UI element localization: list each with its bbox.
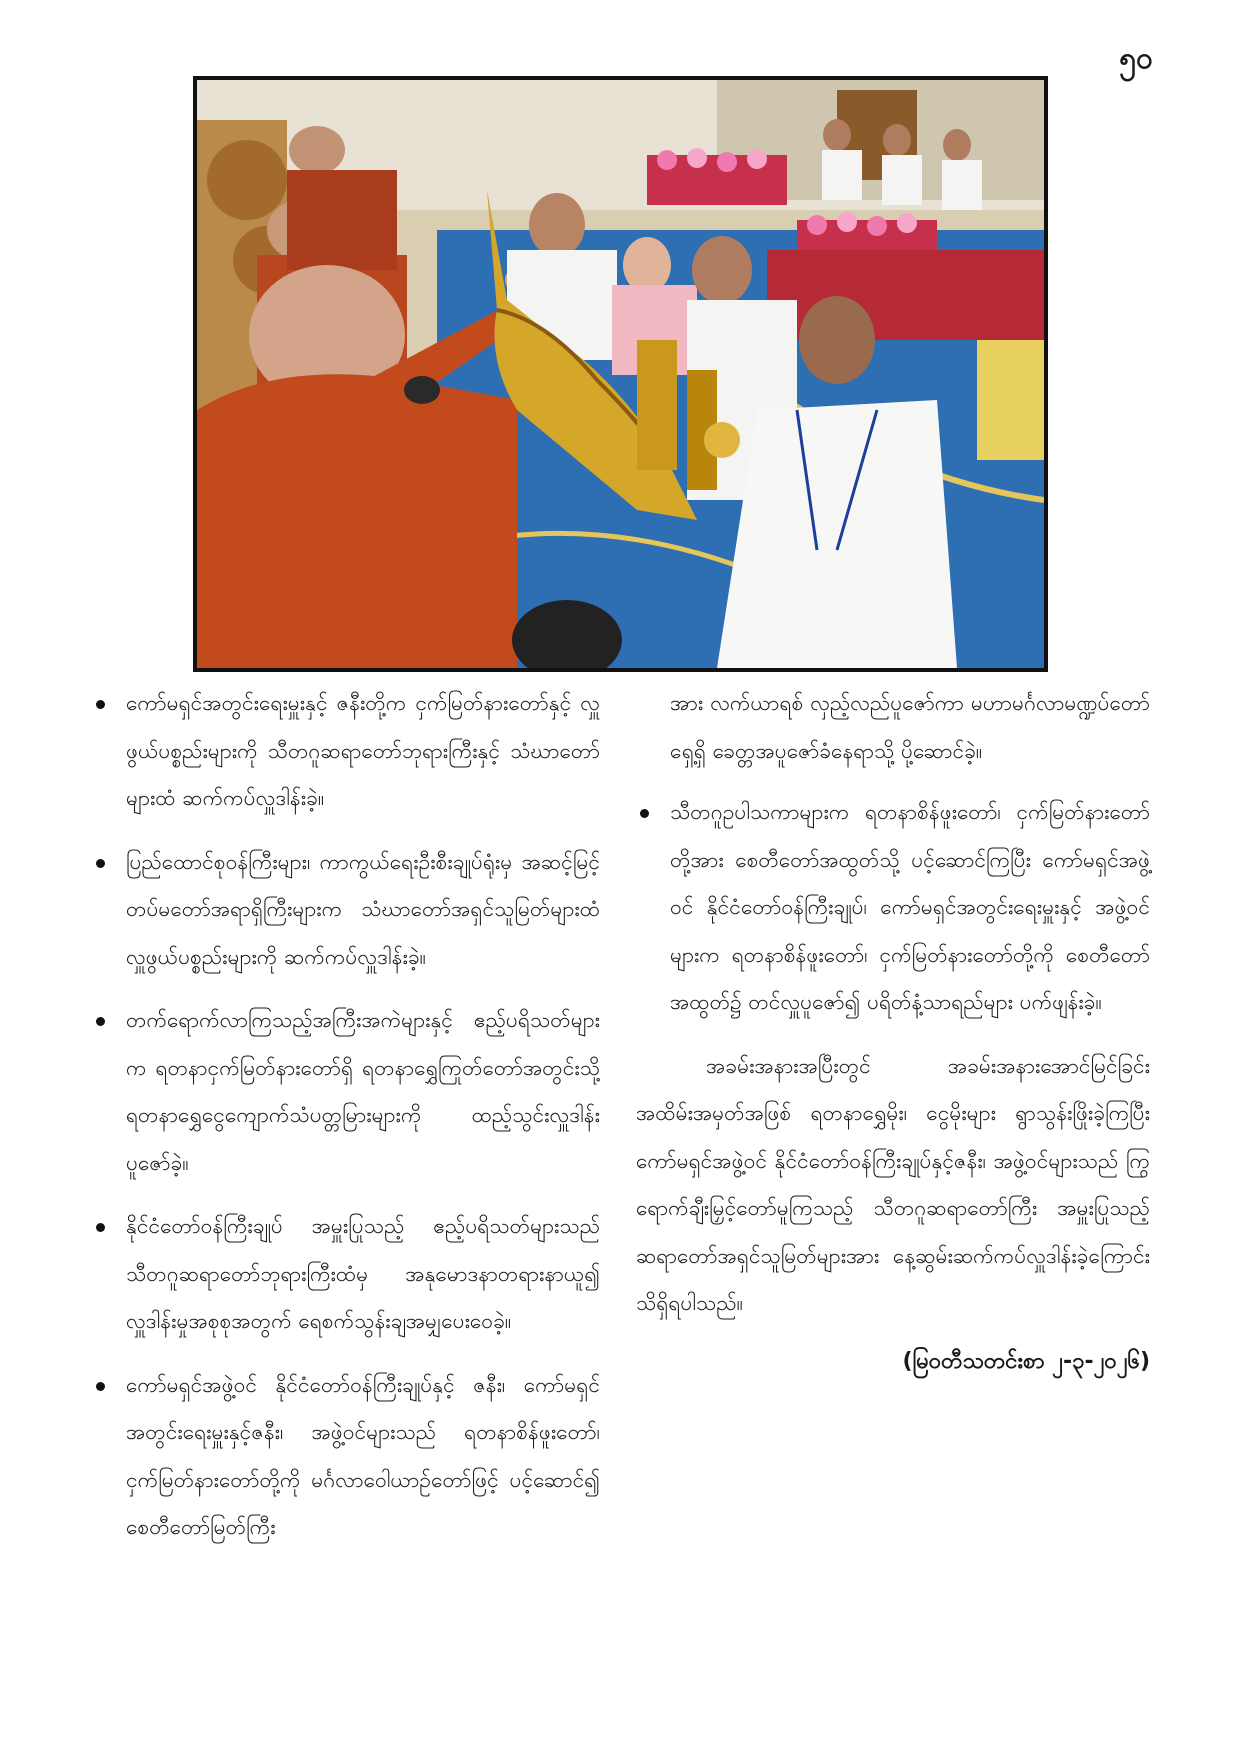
ceremony-photo [193,76,1048,672]
bullet-item: တက်ရောက်လာကြသည့်အကြီးအကဲများနှင့် ဧည့်ပရိသတ်များက ရတနာငှက်မြတ်နားတော်ရှိ ရတနာရွှေကြုတ်တော်အတွင်းသို့ ရတနာရွှေငွေကျောက်သံပတ္တမြားများကို ထည့်သွင်းလှူဒါန်းပူဇော်ခဲ့။ [92,997,600,1187]
bullet-item: ပြည်ထောင်စုဝန်ကြီးများ၊ ကာကွယ်ရေးဦးစီးချုပ်ရုံးမှ အဆင့်မြင့်တပ်မတော်အရာရှိကြီးများက သံဃာတော်အရှင်သူမြတ်များထံ လှူဖွယ်ပစ္စည်းများကို ဆက်ကပ်လှူဒါန်းခဲ့။ [92,839,600,982]
page-number: ၅၀ [1119,41,1153,76]
ceremony-photo-icon [197,80,1044,668]
continued-bullet-text: အား လက်ယာရစ် လှည့်လည်ပူဇော်ကာ မဟာမင်္ဂလာမဏ္ဍပ်တော်ရှေ့ရှိ ခေတ္တအပူဇော်ခံနေရာသို့ ပို့ဆောင်ခဲ့။ [670,691,1150,763]
bullet-item: ကော်မရှင်အဖွဲ့ဝင် နိုင်ငံတော်ဝန်ကြီးချုပ်နှင့် ဇနီး၊ ကော်မရှင်အတွင်းရေးမှူးနှင့်ဇနီး၊ အဖွဲ့ဝင်များသည် ရတနာစိန်ဖူးတော်၊ ငှက်မြတ်နားတော်တို့ကို မင်္ဂလာဝေါယာဉ်တော်ဖြင့် ပင့်ဆောင်၍ စေတီတော်မြတ်ကြီး [92,1362,600,1552]
left-column [92,680,600,1568]
bullet-item: ကော်မရှင်အတွင်းရေးမှူးနှင့် ဇနီးတို့က ငှက်မြတ်နားတော်နှင့် လှူဖွယ်ပစ္စည်းများကို သီတဂူဆရာတော်ဘုရားကြီးနှင့် သံဃာတော်များထံ ဆက်ကပ်လှူဒါန်းခဲ့။ [92,680,600,823]
bullet-item: သီတဂူဥပါသကာများက ရတနာစိန်ဖူးတော်၊ ငှက်မြတ်နားတော်တို့အား စေတီတော်အထွတ်သို့ ပင့်ဆောင်ကြပြီး ကော်မရှင်အဖွဲ့ဝင် နိုင်ငံတော်ဝန်ကြီးချုပ်၊ ကော်မရှင်အတွင်းရေးမှူးနှင့် အဖွဲ့ဝင်များက ရတနာစိန်ဖူးတော်၊ ငှက်မြတ်နားတော်တို့ကို စေတီတော်အထွတ်၌ တင်လှူပူဇော်၍ ပရိတ်နံ့သာရည်များ ပက်ဖျန်းခဲ့။ [636,789,1150,1027]
bullet-item: နိုင်ငံတော်ဝန်ကြီးချုပ် အမှူးပြုသည့် ဧည့်ပရိသတ်များသည် သီတဂူဆရာတော်ဘုရားကြီးထံမှ အနုမောဒနာတရားနာယူ၍ လှူဒါန်းမှုအစုစုအတွက် ရေစက်သွန်းချအမျှပေးဝေခဲ့။ [92,1203,600,1346]
closing-paragraph: အခမ်းအနားအပြီးတွင် အခမ်းအနားအောင်မြင်ခြင်း အထိမ်းအမှတ်အဖြစ် ရတနာရွှေမိုး၊ ငွေမိုးများ ရွာသွန်းဖြိုးခဲ့ကြပြီး ကော်မရှင်အဖွဲ့ဝင် နိုင်ငံတော်ဝန်ကြီးချုပ်နှင့်ဇနီး၊ အဖွဲ့ဝင်များသည် ကြွရောက်ချီးမြှင့်တော်မူကြသည့် သီတဂူဆရာတော်ကြီး အမှူးပြုသည့် ဆရာတော်အရှင်သူမြတ်များအား နေ့ဆွမ်းဆက်ကပ်လှူဒါန်းခဲ့ကြောင်း သိရှိရပါသည်။ [636,1053,1150,1315]
left-bullet-list [92,680,600,1552]
news-source: (မြဝတီသတင်းစာ ၂-၃-၂၀၂၆) [902,1348,1150,1374]
right-column [636,680,1150,1385]
right-bullet-list [636,789,1150,1027]
